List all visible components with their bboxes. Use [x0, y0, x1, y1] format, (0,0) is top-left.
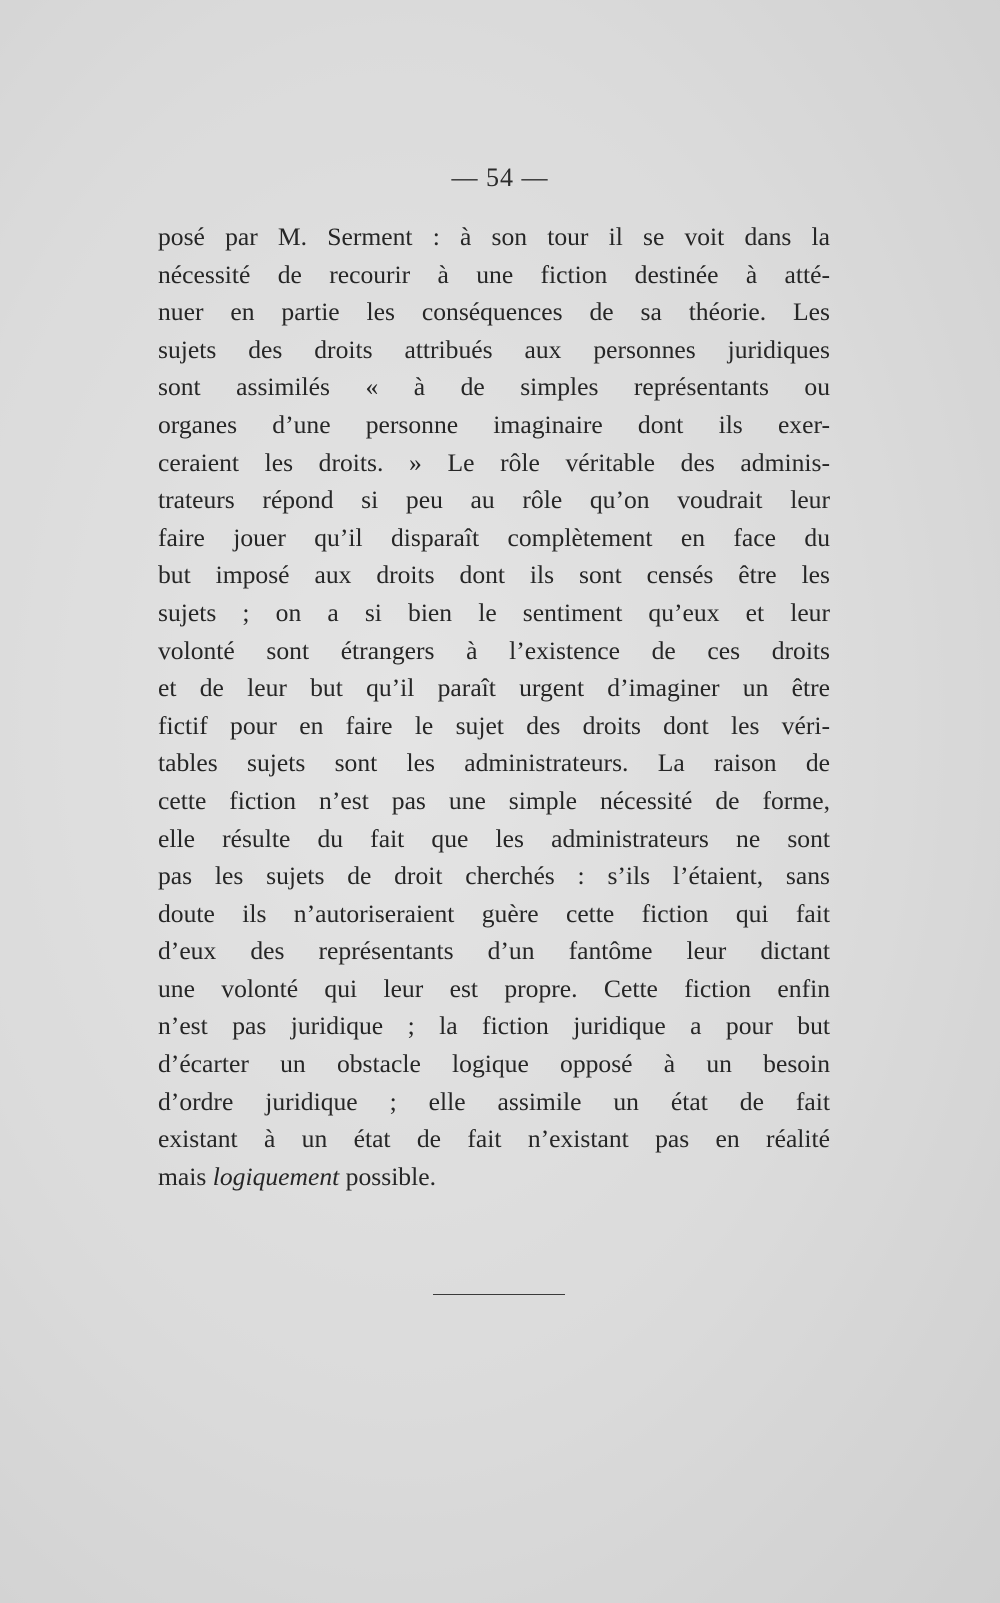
text-line: d’écarter un obstacle logique opposé à un besoin	[158, 1049, 830, 1079]
text-line: pas les sujets de droit cherchés : s’ils l’étaient, sans	[158, 861, 830, 891]
text-line: sont assimilés « à de simples représentants ou	[158, 372, 830, 402]
text-line: elle résulte du fait que les administrateurs ne sont	[158, 823, 830, 853]
end-rule	[433, 1294, 565, 1295]
text-line: faire jouer qu’il disparaît complètement en face du	[158, 522, 830, 552]
text-line: une volonté qui leur est propre. Cette fiction enfin	[158, 973, 830, 1003]
text-line: fictif pour en faire le sujet des droits dont les véri-	[158, 710, 830, 740]
text-line: but imposé aux droits dont ils sont censés être les	[158, 560, 830, 590]
text-line: posé par M. Serment : à son tour il se voit dans la	[158, 222, 830, 251]
text-line: cette fiction n’est pas une simple nécessité de forme,	[158, 785, 830, 815]
text-line: d’eux des représentants d’un fantôme leur dictant	[158, 936, 830, 966]
text-line: tables sujets sont les administrateurs. La raison de	[158, 748, 830, 778]
text-line-final	[158, 1158, 830, 1196]
text-line: sujets ; on a si bien le sentiment qu’eux et leur	[158, 597, 830, 627]
text-line: volonté sont étrangers à l’existence de ces droits	[158, 635, 830, 665]
text-line: n’est pas juridique ; la fiction juridique a pour but	[158, 1011, 830, 1041]
text-line: d’ordre juridique ; elle assimile un état de fait	[158, 1086, 830, 1116]
italic-word: logiquement	[212, 1161, 340, 1191]
text-line: nécessité de recourir à une fiction destinée à atté-	[158, 259, 830, 289]
text-segment: mais	[158, 1161, 213, 1191]
text-line: existant à un état de fait n’existant pas en réalité	[158, 1124, 830, 1154]
page-number: — 54 —	[451, 163, 549, 192]
text-line: et de leur but qu’il paraît urgent d’imaginer un être	[158, 673, 830, 703]
text-line: trateurs répond si peu au rôle qu’on voudrait leur	[158, 485, 830, 515]
text-line: sujets des droits attribués aux personnes juridiques	[158, 334, 830, 364]
text-line: nuer en partie les conséquences de sa théorie. Les	[158, 297, 830, 327]
text-segment: possible.	[339, 1161, 436, 1191]
text-line: ceraient les droits. » Le rôle véritable des adminis-	[158, 447, 830, 477]
text-line: organes d’une personne imaginaire dont ils exer-	[158, 409, 830, 439]
text-line: doute ils n’autoriseraient guère cette fiction qui fait	[158, 898, 830, 928]
paragraph	[158, 218, 830, 1195]
